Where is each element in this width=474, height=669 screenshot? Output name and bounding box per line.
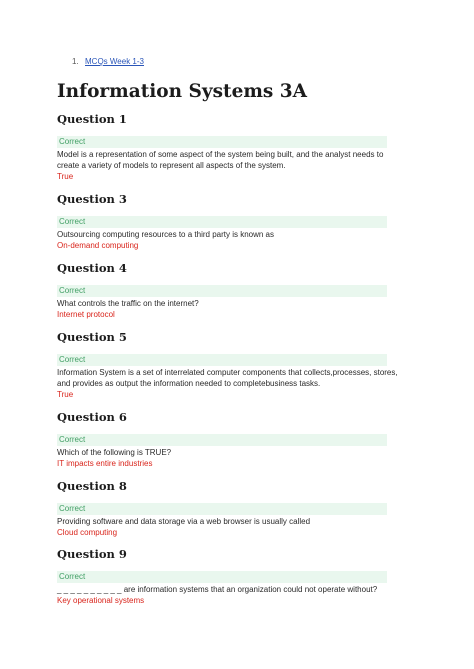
question-heading: Question 8 — [57, 479, 127, 493]
question-block — [57, 261, 417, 320]
question-heading: Question 3 — [57, 192, 127, 206]
question-heading: Question 4 — [57, 261, 127, 275]
question-text: Providing software and data storage via a web browser is usually called — [57, 517, 311, 526]
question-text: _ _ _ _ _ _ _ _ _ _ are information systems that an organization could not operate without? — [57, 585, 378, 594]
question-block — [57, 192, 417, 251]
status-badge: Correct — [57, 216, 387, 228]
answer-text: Cloud computing — [57, 528, 118, 537]
page-title: Information Systems 3A — [57, 81, 308, 102]
question-block — [57, 410, 417, 469]
answer-text: On-demand computing — [57, 241, 139, 250]
status-badge: Correct — [57, 434, 387, 446]
mcqs-week-link[interactable]: MCQs Week 1-3 — [85, 57, 144, 66]
question-block — [57, 547, 417, 606]
question-heading: Question 1 — [57, 112, 127, 126]
status-badge: Correct — [57, 503, 387, 515]
question-text: Which of the following is TRUE? — [57, 448, 172, 457]
list-number: 1. — [72, 57, 79, 66]
answer-text: Internet protocol — [57, 310, 115, 319]
question-block — [57, 479, 417, 538]
question-heading: Question 6 — [57, 410, 127, 424]
question-heading: Question 9 — [57, 547, 127, 561]
document-page — [57, 0, 417, 669]
answer-text: True — [57, 172, 74, 181]
question-text: Information System is a set of interrelated computer components that collects,processes, stores, and provides as output the information needed to completebusiness tasks. — [57, 368, 398, 388]
status-badge: Correct — [57, 136, 387, 148]
status-badge: Correct — [57, 571, 387, 583]
status-badge: Correct — [57, 354, 387, 366]
answer-text: Key operational systems — [57, 596, 145, 605]
question-text: Outsourcing computing resources to a third party is known as — [57, 230, 274, 239]
question-text: Model is a representation of some aspect of the system being built, and the analyst needs to create a variety of models to represent all aspects of the system. — [57, 150, 384, 170]
status-badge: Correct — [57, 285, 387, 297]
question-heading: Question 5 — [57, 330, 127, 344]
question-block — [57, 330, 417, 400]
breadcrumb — [72, 57, 144, 66]
answer-text: True — [57, 390, 74, 399]
question-block — [57, 112, 417, 182]
answer-text: IT impacts entire industries — [57, 459, 153, 468]
question-text: What controls the traffic on the internet? — [57, 299, 199, 308]
